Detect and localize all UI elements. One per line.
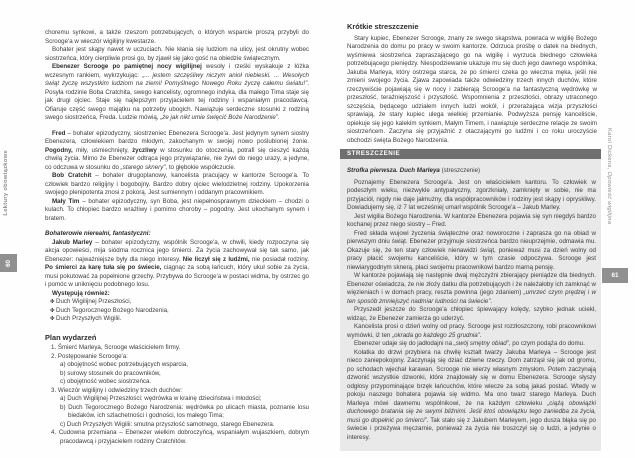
page-number-left: 60 — [4, 259, 12, 267]
paragraph: Jest wigilia Bożego Narodzenia. W kantorze Ebenezera pojawia się syn niegdyś bardzo kochanej przez niego siostry – Fred. — [347, 212, 596, 228]
paragraph: W kantorze pojawiają się następnie dwaj mężczyźni zbierający pieniądze dla biednych. Ebenezer oświadcza, że nie złoży datku dla potrzebujących i że należałoby ich zamknąć w więzieniach i w domach pracy, reszta powinna (jego zdaniem) „umrzeć czym prędzej i w ten sposób zmniejszyć nadmiar ludności na świecie”. — [347, 272, 597, 305]
paragraph — [45, 290, 309, 299]
right-page-content — [340, 23, 601, 451]
list-marker: a) — [60, 395, 68, 402]
paragraph-gap — [45, 123, 309, 130]
paragraph: Stary kupiec, Ebenezer Scrooge, znany ze swego skąpstwa, powraca w wigilię Bożego Narodzenia do domu po pracy w swoim kantorze. Odrzuca prośbę o datek na biednych, wyśmiewa siostrzeńca zapraszającego go na wigilię i wyrzuca biednego człowieka potrzebującego pieniędzy. Niespodziewanie ukazuje mu się duch jego dawnego wspólnika, Jakuba Marleya, który ostrzega starca, że po śmierci czeka go wieczna męka, jeśli nie zmieni swojego życia. Zjawa zapowiada także odwiedziny trzech innych duchów, które rzeczywiście pojawiają się w nocy i zabierają Scrooge'a na fantastyczną wędrówkę w przeszłość, teraźniejszość i przyszłość. Wspomnienia z przeszłości, obrazy utraconego szczęścia, będącego udziałem innych ludzi wokół, i przerażająca wizja przyszłości sprawiają, że stary kupiec ulega wielkiej przemianie. Podwyższa pensję kanceliście, opiekuje się jego kalekim synkiem, Małym Timem, i nawiązuje serdeczne relacje ze swoim siostrzeńcem. Zaczyna się przyjaźnić z otaczającymi go ludźmi i co roku uroczyście obchodzi święta Bożego Narodzenia. — [347, 34, 597, 144]
paragraph: Kancelista prosi o dzień wolny od pracy. Scrooge jest rozzłoszczony, robi pracownikowi wymówki, iż ten „okrada go każdego 25 grudnia”. — [347, 323, 596, 339]
chapter-heading: Krótkie streszczenie — [347, 22, 419, 31]
section-heading: Plan wydarzeń — [45, 332, 97, 342]
paragraph: Poznajemy Ebenezera Scrooge'a. Jest on właścicielem kantoru. To człowiek w podeszłym wieku, niezwykle antypatyczny, zgorzkniały, zamknięty w sobie, nie ma przyjaciół, nigdy nie daje jałmużny, dla współpracowników i rodziny jest skąpy i opryskliwy. Dowiadujemy się, iż 7 lat wcześniej umarł wspólnik Scrooge'a – Jakub Marley. — [347, 178, 596, 211]
sub-list-item: b) surowy stosunek do pracowników, — [60, 369, 161, 377]
flower-bullet-icon: ✤ — [50, 316, 57, 322]
text-run: „że jak nikt umie święcić Boże Narodzenie” — [160, 114, 278, 121]
list-marker: 4. — [51, 429, 59, 436]
paragraph: Strofka pierwsza. Duch Marleya (streszczenie) — [347, 167, 481, 174]
list-marker: b) — [60, 403, 69, 411]
paragraph-gap — [45, 324, 309, 331]
paragraph: Bohater jest skąpy nawet w uczuciach. Nie kłania się ludziom na ulicy, jest okrutny wobec siostrzeńca, który cierpliwie prosi go, by zjawił się jako gość na obiedzie świątecznym. — [45, 46, 309, 62]
text-run: „ciążą obowiązki duchowego bratania się ze swymi bliźnimi. Jeśli ktoś obowiązku tego zaniedba za życia, musi go dopełnić po śmierci” — [347, 399, 596, 424]
paragraph: Fred składa wujowi życzenia świąteczne oraz noworoczne i zaprasza go na obiad w pierwszym dniu świąt. Ebenezer przyjmuje siostrzeńca bardzo nieuprzejmie, odmawia mu. Okazuje się, że ten stary człowiek nienawidzi świąt, ponieważ musi za dzień wolny od pracy płacić swojemu kanceliście, który w tym czasie odpoczywa. Scrooge jest niewiarygodnym sknerą, płaci swojemu pracownikowi bardzo marną pensję. — [347, 229, 596, 271]
bullet-item: ✤ Duch Przyszłych Wigilii. — [50, 315, 122, 322]
flower-bullet-icon: ✤ — [50, 299, 57, 305]
sub-list-item: c) Duch Przyszłych Wigilii: smutna przyszłość samotnego, starego Ebenezera. — [60, 420, 275, 428]
paragraph: Przyszedł jeszcze do Scrooge'a chłopiec śpiewający kolędy, szybko jednak uciekł, widząc, że Ebenezer zamierza go uderzyć. — [347, 306, 596, 322]
page-number-badge-left — [0, 254, 17, 272]
text-run: Strofka pierwsza. Duch Marleya — [347, 167, 440, 174]
sub-list-item: b) Duch Tegorocznego Bożego Narodzenia: wędrówka po ulicach miasta, poznanie losu biedaków, ich szlachetności i godności, los małego Tima; — [60, 403, 309, 419]
sidebar-section-label: Lektury obowiązkowe — [3, 150, 9, 216]
text-run: Bob Cratchit — [52, 172, 92, 179]
paragraph: Kołatka do drzwi przybiera na chwilę kształt twarzy Jakuba Marleya – Scrooge jest nieco zaniepokojony. Zaczynają się dziać dziwne rzeczy. Dom zatrząsł się jak od gromu, po schodach wjechał karawan. Scrooge nie wierzy własnym zmysłom. Potem zaczynają dzwonić wszystkie dzwonki, które znajdowały się w domu Ebenezera. Scrooge słyszy odgłosy przypominające brzęk łańcuchów, które wlecze za sobą jakaś postać. Wtedy w pokoju naszego bohatera pojawia się widmo. Ma ono twarz starego Marleya. Duch Marleya mówi dawnemu wspólnikowi, że na każdym człowieku „ciążą obowiązki duchowego bratania się ze swymi bliźnimi. Jeśli ktoś obowiązku tego zaniedba za życia, musi go dopełnić po śmierci”. Tak stało się z Jakubem Marleyem, jego dusza błąka się po świecie i przeżywa męczarnie, ponieważ za życia nie troszczył się o ludzi, a jedynie o interesy. — [347, 348, 596, 441]
flower-bullet-icon: ✤ — [50, 307, 57, 314]
paragraph: Jakub Marley – bohater epizodyczny, wspólnik Scrooge'a, w chwili, kiedy rozpoczyna się akcja opowieści, mija siódma rocznica jego śmierci. Za życia zachowywał się tak samo, jak Ebenezer: najważniejsze były dla niego interesy. Nie liczył się z ludźmi, nie posiadał rodziny. Po śmierci za karę tuła się po świecie, ciągnąc za sobą łańcuch, który ukuł sobie za życia, musi pokutować za popełnione grzechy. Przybywa do Scrooge'a w postaci widma, by ostrzec go i pomóc w uniknięciu podobnego losu. — [45, 238, 309, 288]
list-marker: c) — [60, 420, 67, 428]
text-run: „umrzeć czym prędzej i w ten sposób zmniejszyć nadmiar ludności na świecie” — [347, 289, 597, 305]
streszczenie-box — [340, 159, 601, 451]
paragraph: Bob Cratchit – bohater drugoplanowy, kancelista pracujący w kantorze Scrooge'a. To człowiek bardzo religijny i bogobojny. Bardzo dobry ojciec wielodzietnej rodziny. Upokorzenia swojego plenipotenta znosi z pokorą. Jest sumiennym i oddanym pracownikiem. — [45, 172, 309, 196]
list-item: 1. Śmierć Marleya, Scrooge właścicielem firmy. — [51, 344, 181, 351]
text-run: „swój smętny obiad” — [453, 340, 509, 347]
sub-list-item: a) obojętność wobec potrzebujących wsparcia, — [60, 361, 188, 368]
summary-intro — [340, 35, 601, 146]
list-marker: 2. — [51, 352, 58, 360]
text-run: „starego sknery” — [120, 163, 166, 171]
page-number-badge-right — [602, 268, 628, 283]
list-marker: 1. — [51, 344, 58, 351]
paragraph: choremu synkowi, a także rzeszom potrzebujących, o których wsparcie proszą przybyli do Scrooge'a w wieczór wigilijny kwestarze. — [45, 29, 309, 45]
text-run: Jakub Marley — [52, 238, 93, 246]
text-run: „... jestem szczęśliwy niczym anioł niebieski. ... Wesołych świąt życzę wszystkim ludziom na ziemi! Pomyślnego Nowego Roku życzę całemu światu!” — [45, 71, 309, 87]
book-author-label: Karol Dickens, — [606, 128, 612, 172]
list-marker: b) — [60, 369, 68, 377]
paragraph: Ebenezer Scrooge po pamiętnej nocy wigilijnej wesoły i rześki wyskakuje z łóżka wczesnym rankiem, wykrzykując: „... jestem szczęśliwy niczym anioł niebieski. ... Wesołych świąt życzę wszystkim ludziom na ziemi! Pomyślnego Nowego Roku życzę całemu światu!”. Posyła rodzinie Boba Cratchita, swego kancelisty, ogromnego indyka, dla małego Tima staje się jak drugi ojciec. Staje się najlepszym przyjacielem tej rodziny i wspaniałym pracodawcą. Ofiaruje część swego majątku na potrzeby ubogich. Nawiązuje serdeczne stosunki z rodziną swego siostrzeńca, Freda. Ludzie mówią, „że jak nikt umie święcić Boże Narodzenie”. — [45, 63, 310, 121]
list-item: 3. Wieczór wigilijny i odwiedziny trzech duchów: — [51, 386, 183, 394]
paragraph-gap — [45, 223, 309, 230]
list-item: 4. Cudowna przemiana – Ebenezer wielkim dobroczyńcą, wspaniałym wujaszkiem, dobrym pracodawcą i przyjacielem rodziny Cratchitów. — [51, 429, 309, 445]
page-number-right: 61 — [611, 272, 619, 279]
text-run: Ebenezer Scrooge po pamiętnej nocy wigilijnej — [52, 63, 202, 70]
bullet-item: ✤ Duch Wigilijnej Przeszłości, — [50, 298, 132, 305]
book-title-label: Opowieść wigilijna — [606, 171, 612, 225]
list-item: 2. Postępowanie Scrooge'a: — [51, 352, 128, 360]
text-run: Nie liczył się z ludźmi, — [182, 255, 250, 263]
paragraph: Ebenezer udaje się do jadłodajni na „swój smętny obiad”, po czym podąża do domu. — [354, 340, 585, 347]
list-marker: c) — [60, 378, 67, 385]
text-run: Fred — [52, 129, 66, 137]
paragraph — [45, 230, 309, 239]
text-run: Bohaterowie nierealni, fantastyczni: — [45, 230, 151, 237]
paragraph: Mały Tim – bohater epizodyczny, syn Boba, jest niepełnosprawnym dzieckiem – chodzi o kulach. To chłopiec bardzo wrażliwy i pomimo choroby – pogodny. Jest ukochanym synem i bratem. — [45, 197, 309, 222]
text-run: Po śmierci za karę tuła się po świecie, — [45, 264, 162, 271]
text-run: Mały Tim — [52, 197, 80, 205]
bullet-item: ✤ Duch Tegorocznego Bożego Narodzenia, — [50, 306, 169, 314]
left-page-content — [45, 29, 309, 446]
sidebar-book-title-label — [606, 128, 612, 224]
list-marker: 3. — [51, 386, 58, 394]
text-run: życzliwy — [132, 146, 157, 154]
sub-list-item: c) obojętność wobec siostrzeńca. — [60, 378, 152, 385]
text-run: Występują również: — [52, 289, 110, 297]
list-marker: a) — [60, 361, 68, 368]
sub-list-item: a) Duch Wigilijnej Przeszłości: wędrówka w krainę dzieciństwa i młodości; — [60, 395, 262, 402]
text-run: „okrada go każdego 25 grudnia” — [392, 331, 480, 339]
streszczenie-section-bar: STRESZCZENIE — [340, 149, 601, 159]
text-run: Pogodny, — [45, 146, 73, 154]
paragraph: Fred – bohater epizodyczny, siostrzeniec Ebenezera Scrooge'a. Jest jedynym synem siostry Ebenezera, człowiekiem bardzo młodym, zakochanym w swojej nowo poślubionej żonie. Pogodny, miły, uśmiechnięty, życzliwy w stosunku do otoczenia, potrafi się cieszyć każdą chwilą życia. Mimo że Ebenezer odtrąca jego przywiązanie, nie żywi do niego urazy, a jedyne, co odczuwa w stosunku do „starego sknery”, to głębokie współczucie. — [45, 129, 309, 171]
